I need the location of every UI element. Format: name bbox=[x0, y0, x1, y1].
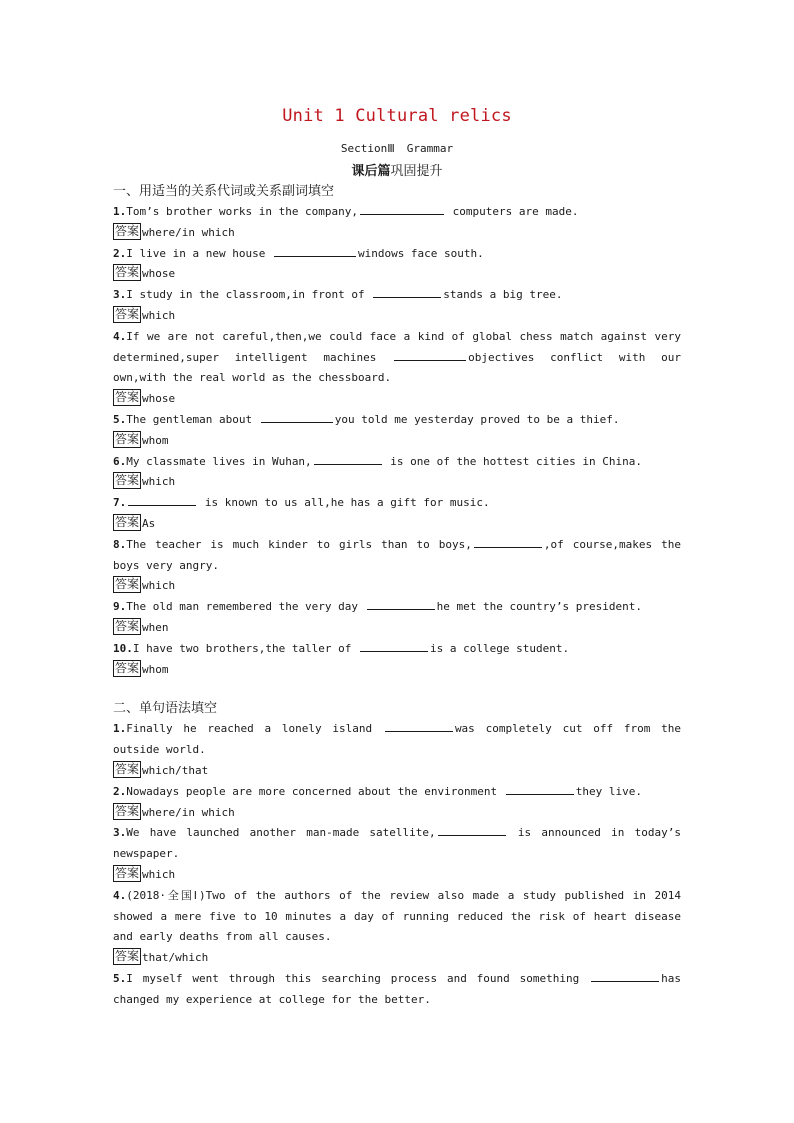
answer-blank[interactable] bbox=[474, 536, 542, 548]
question-item bbox=[113, 410, 681, 431]
answer-blank[interactable] bbox=[373, 286, 441, 298]
question-number: 4. bbox=[113, 329, 127, 343]
answer-badge: 答案 bbox=[115, 618, 140, 633]
question-number: 5. bbox=[113, 971, 127, 985]
question-item bbox=[113, 597, 681, 618]
question-item bbox=[113, 639, 681, 660]
answer-blank[interactable] bbox=[360, 203, 444, 215]
answer-badge: 答案 bbox=[115, 514, 140, 529]
question-item bbox=[113, 719, 681, 761]
answer-text: where/in which bbox=[142, 805, 235, 819]
question-text-after: is one of the hottest cities in China. bbox=[383, 454, 642, 468]
answer-badge: 答案 bbox=[115, 761, 140, 776]
answer-line bbox=[113, 576, 681, 597]
question-number: 7. bbox=[113, 496, 127, 510]
question-number: 9. bbox=[113, 600, 127, 614]
answer-badge: 答案 bbox=[115, 223, 140, 238]
answer-line bbox=[113, 472, 681, 493]
answer-line bbox=[113, 618, 681, 639]
answer-line bbox=[113, 660, 681, 681]
answer-blank[interactable] bbox=[506, 783, 574, 795]
question-item bbox=[113, 244, 681, 265]
answer-badge: 答案 bbox=[115, 265, 140, 280]
question-number: 1. bbox=[113, 205, 127, 218]
part1-question-list bbox=[113, 202, 681, 680]
exercise-content bbox=[113, 181, 681, 1010]
answer-line bbox=[113, 264, 681, 285]
answer-line bbox=[113, 223, 681, 244]
question-text-before: Finally he reached a lonely island bbox=[126, 722, 383, 736]
answer-text: where/in which bbox=[142, 225, 235, 239]
section-name: Grammar bbox=[406, 142, 454, 155]
question-number: 3. bbox=[113, 826, 127, 840]
question-item bbox=[113, 452, 681, 473]
subtitle-rest: 巩固提升 bbox=[390, 164, 443, 179]
question-item bbox=[113, 969, 681, 1011]
answer-blank[interactable] bbox=[367, 598, 435, 610]
answer-badge: 答案 bbox=[115, 949, 140, 964]
question-text-before: The old man remembered the very day bbox=[126, 600, 365, 614]
answer-text: whom bbox=[142, 433, 169, 447]
part2-heading: 二、单句语法填空 bbox=[113, 701, 218, 717]
question-number: 8. bbox=[113, 537, 127, 551]
subtitle-bold: 课后篇 bbox=[351, 164, 391, 179]
answer-blank[interactable] bbox=[385, 720, 453, 732]
question-text-after: windows face south. bbox=[357, 246, 484, 260]
part1-heading: 一、用适当的关系代词或关系副词填空 bbox=[113, 184, 335, 199]
question-text-before: Nowadays people are more concerned about the environment bbox=[126, 784, 504, 798]
answer-badge: 答案 bbox=[115, 473, 140, 488]
answer-blank[interactable] bbox=[438, 824, 506, 836]
answer-text: which bbox=[142, 308, 176, 322]
question-text-before: (2018·全国Ⅰ)Two of the authors of the review also made a study published in 2014 showed a mere five to 10 minutes a day of running reduced the risk of heart disease and early deaths from all causes. bbox=[113, 888, 681, 944]
answer-text: whose bbox=[142, 267, 176, 281]
question-text-before: If we are not careful,then,we could face a kind of global chess match against very determined,super intelligent machines bbox=[113, 329, 681, 364]
answer-line bbox=[113, 948, 681, 969]
question-text-after: is a college student. bbox=[430, 641, 570, 655]
answer-blank[interactable] bbox=[314, 453, 382, 465]
answer-text: which bbox=[142, 579, 176, 593]
answer-line bbox=[113, 306, 681, 327]
question-text-after: is known to us all,he has a gift for music. bbox=[198, 496, 490, 510]
question-text-after: he met the country’s president. bbox=[436, 600, 642, 614]
question-item bbox=[113, 327, 681, 389]
answer-line bbox=[113, 514, 681, 535]
question-item bbox=[113, 886, 681, 948]
answer-text: that/which bbox=[142, 951, 209, 965]
answer-badge: 答案 bbox=[115, 660, 140, 675]
question-number: 2. bbox=[113, 784, 127, 798]
question-text-after: they live. bbox=[575, 784, 642, 798]
answer-line bbox=[113, 389, 681, 410]
answer-line bbox=[113, 431, 681, 452]
answer-blank[interactable] bbox=[394, 349, 466, 361]
question-text-before: I have two brothers,the taller of bbox=[132, 641, 359, 655]
answer-blank[interactable] bbox=[261, 411, 333, 423]
answer-text: which/that bbox=[142, 763, 209, 777]
answer-text: whom bbox=[142, 662, 169, 676]
question-text-after: you told me yesterday proved to be a thief. bbox=[334, 412, 620, 426]
answer-line bbox=[113, 761, 681, 782]
question-item bbox=[113, 535, 681, 577]
answer-badge: 答案 bbox=[115, 431, 140, 446]
answer-text: which bbox=[142, 475, 176, 489]
question-text-before: The gentleman about bbox=[126, 412, 259, 426]
question-text-after: stands a big tree. bbox=[443, 288, 563, 302]
question-text-before: Tom’s brother works in the company, bbox=[126, 205, 359, 218]
answer-blank[interactable] bbox=[360, 640, 428, 652]
question-text-after: has changed my experience at college for the better. bbox=[113, 971, 681, 1006]
answer-badge: 答案 bbox=[115, 390, 140, 405]
answer-badge: 答案 bbox=[115, 803, 140, 818]
answer-blank[interactable] bbox=[274, 245, 356, 257]
answer-blank[interactable] bbox=[128, 494, 196, 506]
answer-text: which bbox=[142, 867, 176, 881]
question-text-after: is announced in today’s newspaper. bbox=[113, 826, 681, 861]
question-number: 3. bbox=[113, 288, 127, 302]
question-item bbox=[113, 782, 681, 803]
answer-badge: 答案 bbox=[115, 577, 140, 592]
question-text-after: computers are made. bbox=[446, 205, 579, 218]
page-title: Unit 1 Cultural relics bbox=[282, 106, 512, 126]
subtitle bbox=[0, 160, 794, 179]
answer-line bbox=[113, 865, 681, 886]
question-text-before: I myself went through this searching process and found something bbox=[126, 971, 590, 985]
question-item bbox=[113, 493, 681, 514]
question-number: 6. bbox=[113, 454, 127, 468]
question-number: 4. bbox=[113, 888, 127, 902]
question-text-before: The teacher is much kinder to girls than to boys, bbox=[126, 537, 472, 551]
question-text-after: was completely cut off from the outside world. bbox=[113, 722, 681, 757]
question-number: 2. bbox=[113, 246, 127, 260]
question-number: 1. bbox=[113, 722, 127, 736]
question-text-after: objectives conflict with our own,with the real world as the chessboard. bbox=[113, 350, 681, 385]
part2-question-list bbox=[113, 719, 681, 1010]
answer-badge: 答案 bbox=[115, 865, 140, 880]
question-number: 10. bbox=[113, 641, 133, 655]
question-item bbox=[113, 823, 681, 865]
question-text-after: ,of course,makes the boys very angry. bbox=[113, 537, 681, 572]
section-line bbox=[0, 142, 794, 155]
question-text-before: I live in a new house bbox=[126, 246, 272, 260]
question-item bbox=[113, 285, 681, 306]
question-item bbox=[113, 202, 681, 223]
answer-text: whose bbox=[142, 392, 176, 406]
answer-text: As bbox=[142, 516, 156, 530]
answer-text: when bbox=[142, 620, 169, 634]
question-text-before: We have launched another man-made satellite, bbox=[126, 826, 436, 840]
answer-line bbox=[113, 803, 681, 824]
question-number: 5. bbox=[113, 412, 127, 426]
answer-badge: 答案 bbox=[115, 306, 140, 321]
question-text-before: I study in the classroom,in front of bbox=[126, 288, 372, 302]
answer-blank[interactable] bbox=[591, 970, 659, 982]
section-label: SectionⅢ bbox=[340, 142, 395, 155]
question-text-before: My classmate lives in Wuhan, bbox=[126, 454, 312, 468]
